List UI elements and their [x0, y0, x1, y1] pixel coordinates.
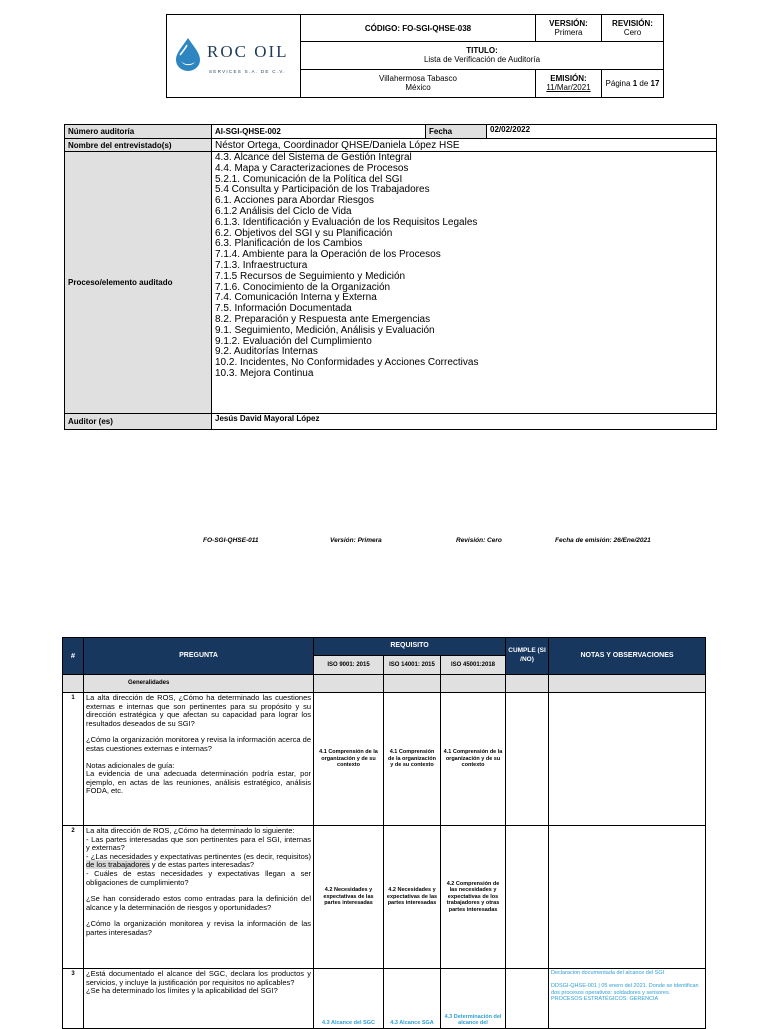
section-blank	[384, 675, 441, 693]
note-text: Declaracion documentada del alcance del SGI	[551, 970, 665, 976]
question-text: ¿Cómo la organización monitorea y revisa la información acerca de estas cuestiones externas e internas?	[86, 735, 311, 753]
interviewee-label: Nombre del entrevistado(s)	[65, 139, 212, 152]
emission-label: EMISIÓN:	[550, 74, 587, 84]
question-text: La alta dirección de ROS, ¿Cómo ha determinado lo siguiente:	[86, 826, 295, 835]
question-note-text: La evidencia de una adecuada determinación podría estar, por ejemplo, en actas de las reuniones, análisis estratégico, análisis FODA, etc.	[86, 769, 311, 796]
notes-cell[interactable]	[549, 693, 706, 826]
question-text: - Las partes interesadas que son pertinentes para el SGI, internas y externas?	[86, 834, 311, 853]
col-header-complies: CUMPLE (SI /NO)	[506, 638, 549, 675]
process-item: 7.1.5 Recursos de Seguimiento y Medición	[215, 270, 406, 282]
process-item: 9.1.2. Evaluación del Cumplimiento	[215, 335, 372, 347]
question-text: ¿Se han considerado estos como entradas para la definición del alcance y la determinación de riesgos y oportunidades?	[86, 894, 311, 912]
process-item: 8.2. Preparación y Respuesta ante Emergencias	[215, 313, 431, 325]
process-item: 7.1.6. Conocimiento de la Organización	[215, 281, 391, 293]
process-item: 7.5. Información Documentada	[215, 303, 352, 315]
logo-company-subtitle: SERVICES S.A. DE C.V.	[209, 69, 286, 74]
page-total: 17	[650, 78, 660, 88]
location-city: Villahermosa Tabasco	[379, 74, 457, 84]
complies-cell[interactable]	[506, 826, 549, 969]
footer-emission-date: Fecha de emisión: 26/Ene/2021	[555, 537, 651, 544]
process-item: 6.3. Planificación de los Cambios	[215, 238, 363, 250]
title-label: TITULO:	[466, 46, 498, 56]
page-current: 1	[632, 78, 638, 88]
col-header-notes: NOTAS Y OBSERVACIONES	[549, 638, 706, 675]
audit-number-value: AI-SGI-QHSE-002	[212, 125, 426, 139]
row-number: 2	[63, 826, 84, 969]
table-row	[63, 969, 706, 1029]
footer-form-code: FO-SGI-QHSE-011	[203, 537, 259, 544]
col-header-requirement: REQUISITO	[314, 638, 506, 656]
process-item: 4.4. Mapa y Caracterizaciones de Procesos	[215, 162, 409, 174]
page-prefix: Página	[605, 78, 631, 88]
col-header-iso9001: ISO 9001: 2015	[314, 656, 384, 675]
table-row	[63, 693, 706, 826]
audit-date-value: 02/02/2022	[487, 125, 717, 139]
version-value: Primera	[554, 28, 583, 38]
col-header-question: PREGUNTA	[84, 638, 314, 675]
requirement-iso14001: 4.1 Comprensión de la organización y de su contexto	[384, 693, 441, 826]
process-item: 9.1. Seguimiento, Medición, Análisis y Evaluación	[215, 324, 435, 336]
question-notes	[86, 762, 311, 796]
company-logo	[167, 15, 301, 98]
section-blank	[506, 675, 549, 693]
audit-info-table	[64, 124, 717, 430]
document-code: CÓDIGO: FO-SGI-QHSE-038	[301, 15, 536, 42]
audit-date-label: Fecha	[426, 125, 487, 139]
interviewee-value: Néstor Ortega, Coordinador QHSE/Daniela López HSE	[212, 139, 717, 152]
process-item: 9.2. Auditorías Internas	[215, 346, 318, 358]
process-item: 10.2. Incidentes, No Conformidades y Acciones Correctivas	[215, 357, 479, 369]
revision-cell	[602, 15, 664, 42]
logo-company-name: ROC OIL	[207, 42, 289, 61]
question-cell	[84, 693, 314, 826]
section-blank	[441, 675, 506, 693]
process-item: 7.4. Comunicación Interna y Externa	[215, 292, 377, 304]
location-cell	[301, 69, 536, 97]
section-blank	[549, 675, 706, 693]
question-text: - Cuáles de estas necesidades y expectativas llegan a ser obligaciones de cumplimiento?	[86, 868, 311, 887]
process-item: 6.2. Objetivos del SGI y su Planificación	[215, 227, 393, 239]
process-item: 6.1. Acciones para Abordar Riesgos	[215, 195, 374, 207]
question-note-title: Notas adicionales de guía:	[86, 760, 175, 770]
page-of: de	[639, 78, 649, 88]
question-text: ¿Está documentado el alcance del SGC, declara los productos y servicios, y incluye la justificación por requisitos no aplicables?	[86, 969, 311, 987]
footer-revision: Revisión: Cero	[456, 537, 502, 544]
row-number: 3	[63, 969, 84, 1029]
complies-cell[interactable]	[506, 693, 549, 826]
section-blank	[63, 675, 84, 693]
checklist-table	[62, 637, 706, 1029]
auditor-label: Auditor (es)	[65, 414, 212, 430]
question-text	[86, 853, 311, 870]
requirement-iso9001: 4.1 Comprensión de la organización y de su contexto	[314, 693, 384, 826]
question-cell	[84, 826, 314, 969]
document-header	[166, 14, 664, 98]
section-title: Generalidades	[84, 675, 314, 693]
revision-value: Cero	[623, 28, 642, 38]
question-text-part: y de estas partes interesadas?	[151, 860, 255, 870]
requirement-iso45001: 4.1 Comprensión de la organización y de su contexto	[441, 693, 506, 826]
emission-date: 11/Mar/2021	[546, 83, 591, 93]
requirement-iso14001: 4.3 Alcance SGA	[384, 969, 441, 1029]
notes-cell[interactable]	[549, 969, 706, 1029]
process-label: Proceso/elemento auditado	[65, 152, 212, 414]
title-cell	[301, 42, 664, 69]
version-cell	[536, 15, 602, 42]
title-value: Lista de Verificación de Auditoría	[423, 55, 541, 65]
row-number: 1	[63, 693, 84, 826]
note-text: DDSGI-QHSE-001 | 05 enero del 2021. Donde se identifican dos procesos operativos: soldadores y sensores.	[551, 982, 699, 996]
emission-cell	[536, 69, 602, 97]
process-item: 6.1.2 Análisis del Ciclo de Vida	[215, 205, 352, 217]
footer-version: Versión: Primera	[330, 537, 382, 544]
auditor-value: Jesús David Mayoral López	[212, 414, 717, 430]
process-item: 5.2.1. Comunicación de la Política del SGI	[215, 173, 403, 185]
requirement-iso45001: 4.3 Determinación del alcance del	[441, 969, 506, 1029]
revision-label: REVISIÓN:	[612, 19, 653, 29]
highlighted-text: de los trabajadores	[86, 860, 150, 870]
audit-number-label: Número auditoría	[65, 125, 212, 139]
question-text: ¿Cómo la organización monitorea y revisa la información de las partes interesadas?	[86, 919, 311, 937]
process-items-list	[212, 152, 717, 414]
process-item: 5.4 Consulta y Participación de los Trabajadores	[215, 184, 430, 196]
requirement-iso45001: 4.2 Comprensión de las necesidades y expectativas de los trabajadores y otras partes interesadas	[441, 826, 506, 969]
question-text: ¿Se ha determinado los límites y la aplicabilidad del SGI?	[86, 986, 278, 996]
question-text-part: - ¿Las necesidades y expectativas pertinentes (es decir, requisitos)	[86, 851, 311, 861]
requirement-iso9001: 4.2 Necesidades y expectativas de las partes interesadas	[314, 826, 384, 969]
location-country: México	[405, 83, 431, 93]
requirement-iso9001: 4.3 Alcance del SGC	[314, 969, 384, 1029]
process-item: 7.1.4. Ambiente para la Operación de los Procesos	[215, 249, 441, 261]
complies-cell[interactable]	[506, 969, 549, 1029]
col-header-iso45001: ISO 45001:2018	[441, 656, 506, 675]
process-item: 10.3. Mejora Continua	[215, 367, 314, 379]
process-item: 6.1.3. Identificación y Evaluación de los Requisitos Legales	[215, 216, 478, 228]
notes-cell[interactable]	[549, 826, 706, 969]
section-blank	[314, 675, 384, 693]
table-row	[63, 826, 706, 969]
process-item: 7.1.3. Infraestructura	[215, 259, 308, 271]
section-row-generalidades	[63, 675, 706, 693]
requirement-iso14001: 4.2 Necesidades y expectativas de las partes interesadas	[384, 826, 441, 969]
col-header-number: #	[63, 638, 84, 675]
version-label: VERSIÓN:	[549, 19, 588, 29]
page-number	[602, 69, 664, 97]
col-header-iso14001: ISO 14001: 2015	[384, 656, 441, 675]
water-drop-logo-icon	[173, 37, 203, 71]
process-item: 4.3. Alcance del Sistema de Gestión Integral	[215, 152, 412, 163]
note-text: PROCESOS ESTRATÉGICOS: GERENCIA	[551, 996, 659, 1003]
question-cell	[84, 969, 314, 1029]
question-text: La alta dirección de ROS, ¿Cómo ha determinado las cuestiones externas e internas que son pertinentes para su propósito y su dirección estratégica y que afectan su capacidad para lograr los resultados deseados de su SGI?	[86, 693, 311, 728]
